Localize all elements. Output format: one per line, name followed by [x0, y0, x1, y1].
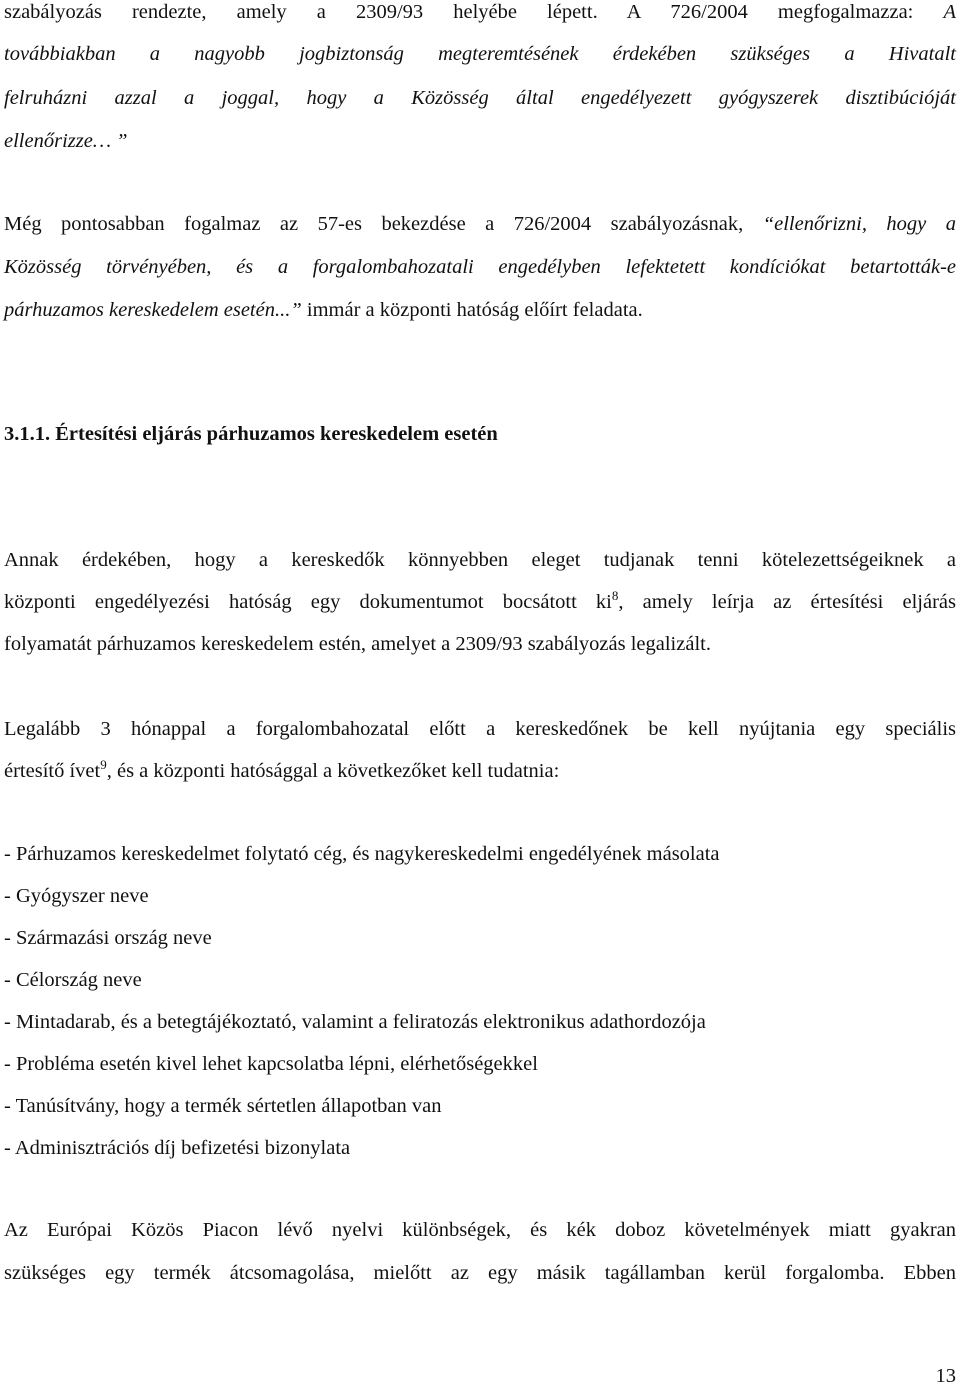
paragraph-1-line-3: felruházni azzal a joggal, hogy a Közösség által engedélyezett gyógyszerek disztibúcióját [4, 87, 956, 109]
footnote-ref-8[interactable]: 8 [611, 588, 619, 603]
page-number: 13 [935, 1365, 956, 1387]
list-item: - Gyógyszer neve [4, 885, 149, 907]
paragraph-3-line-2 [4, 590, 956, 614]
paragraph-4-line-2 [4, 759, 559, 783]
text-span: Még pontosabban fogalmaz az 57-es bekezdése a 726/2004 szabályozásnak, [4, 213, 763, 235]
list-item: - Adminisztrációs díj befizetési bizonylata [4, 1137, 351, 1159]
footnote-ref-9[interactable]: 9 [100, 757, 107, 772]
list-item: - Célország neve [4, 969, 142, 991]
text-span: központi engedélyezési hatóság egy dokumentumot bocsátott ki [4, 591, 612, 613]
paragraph-4-line-1: Legalább 3 hónappal a forgalombahozatal előtt a kereskedőnek be kell nyújtania egy speciális [4, 718, 956, 740]
section-heading: 3.1.1. Értesítési eljárás párhuzamos kereskedelem esetén [4, 423, 498, 445]
paragraph-5-line-1: Az Európai Közös Piacon lévő nyelvi különbségek, és kék doboz követelmények miatt gyakran [4, 1219, 956, 1241]
list-item: - Párhuzamos kereskedelmet folytató cég, és nagykereskedelmi engedélyének másolata [4, 843, 720, 865]
list-item: - Származási ország neve [4, 927, 212, 949]
paragraph-1-line-1 [4, 0, 956, 24]
list-item: - Tanúsítvány, hogy a termék sértetlen állapotban van [4, 1095, 442, 1117]
paragraph-5-line-2: szükséges egy termék átcsomagolása, mielőtt az egy másik tagállamban kerül forgalomba. Ebben [4, 1262, 956, 1284]
quote-end-italic: párhuzamos kereskedelem esetén...” [4, 299, 302, 321]
paragraph-1-line-2: továbbiakban a nagyobb jogbiztonság megteremtésének érdekében szükséges a Hivatalt [4, 43, 956, 65]
quote-start-italic: A [943, 1, 956, 23]
text-span: , és a központi hatósággal a következőket kell tudatnia: [106, 760, 560, 782]
paragraph-3-line-3: folyamatát párhuzamos kereskedelem estén, amelyet a 2309/93 szabályozás legalizált. [4, 633, 711, 655]
list-item: - Mintadarab, és a betegtájékoztató, valamint a feliratozás elektronikus adathordozója [4, 1011, 706, 1033]
paragraph-1-line-4: ellenőrizze… ” [4, 130, 128, 152]
text-span: értesítő ívet [4, 760, 101, 782]
quote-italic: “ellenőrizni, hogy a [762, 213, 956, 235]
paragraph-2-line-1 [4, 212, 956, 236]
document-page [4, 0, 956, 1387]
paragraph-2-line-3 [4, 298, 643, 322]
text-span: immár a központi hatóság előírt feladata. [301, 299, 643, 321]
paragraph-2-line-2: Közösség törvényében, és a forgalombahozatali engedélyben lefektetett kondíciókat betartották-e [4, 256, 956, 278]
list-item: - Probléma esetén kivel lehet kapcsolatba lépni, elérhetőségekkel [4, 1053, 538, 1075]
text-span: szabályozás rendezte, amely a 2309/93 helyébe lépett. A 726/2004 megfogalmazza: [4, 1, 944, 23]
paragraph-3-line-1: Annak érdekében, hogy a kereskedők könnyebben eleget tudjanak tenni kötelezettségeiknek a [4, 549, 956, 571]
text-span: , amely leírja az értesítési eljárás [618, 591, 956, 613]
